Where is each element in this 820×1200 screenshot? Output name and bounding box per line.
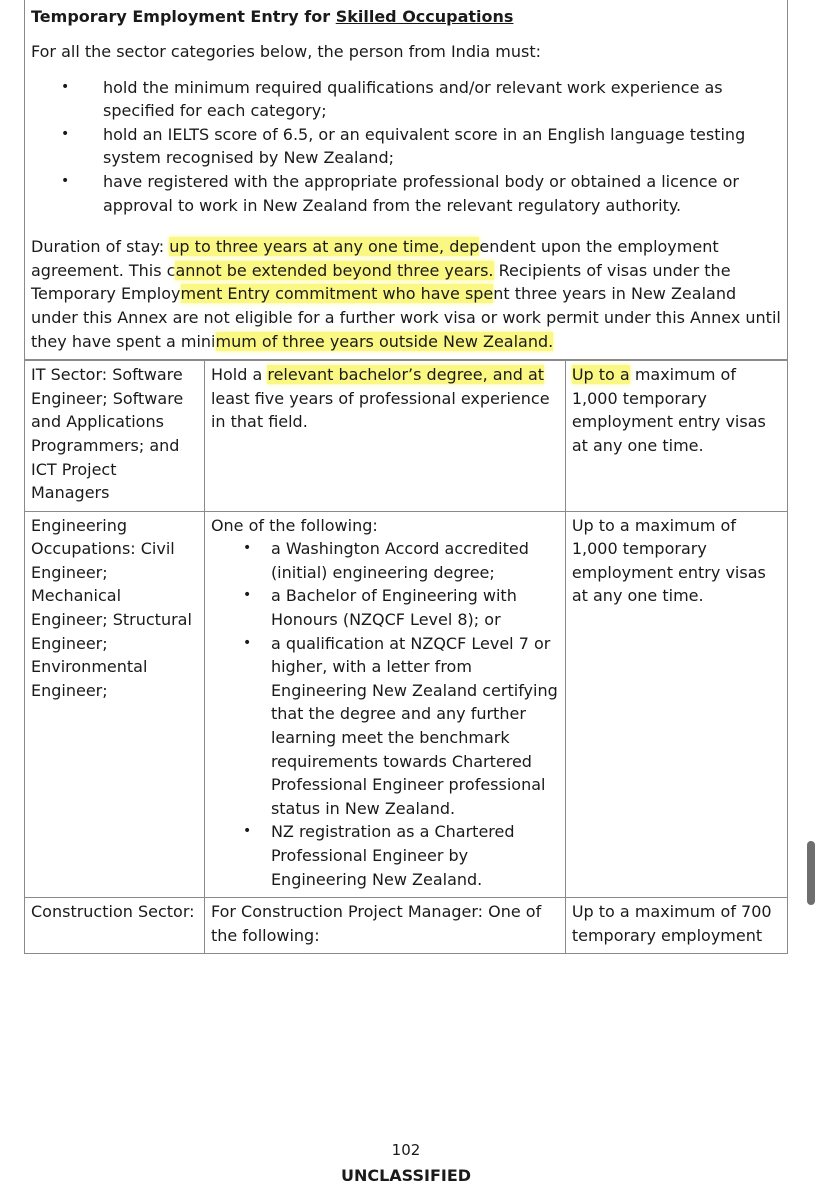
requirement-intro: One of the following:	[210, 515, 378, 535]
page-number: 102	[391, 1141, 421, 1159]
scrollbar-thumb[interactable]	[807, 841, 815, 905]
sector-cell: IT Sector: Software Engineer; Software and Applications Programmers; and ICT Project Managers	[25, 361, 205, 512]
qualification-list	[211, 537, 559, 891]
highlighted-text: relevant bachelor’s degree, and at	[267, 365, 545, 385]
sector-cell: Construction Sector:	[25, 898, 205, 954]
sector-table	[24, 360, 788, 954]
list-item: • a Washington Accord accredited (initial) engineering degree;	[211, 537, 559, 584]
limit-cell: Up to a maximum of 1,000 temporary employment entry visas at any one time.	[565, 361, 787, 512]
highlighted-text: mum of three years outside New Zealand.	[215, 331, 554, 351]
limit-cell: Up to a maximum of 700 temporary employment	[565, 898, 787, 954]
table-row	[25, 511, 788, 898]
list-item: • have registered with the appropriate professional body or obtained a licence or approval to work in New Zealand from the relevant regulatory authority.	[31, 170, 781, 217]
highlighted-text: up to three years at any one time, dep	[169, 237, 480, 257]
table-row	[25, 898, 788, 954]
skilled-occupations-section	[24, 0, 788, 360]
section-title: Temporary Employment Entry for Skilled Occupations	[31, 7, 514, 26]
requirement-cell	[204, 511, 565, 898]
limit-cell: Up to a maximum of 1,000 temporary employment entry visas at any one time.	[565, 511, 787, 898]
highlighted-text: ment Entry commitment who have spe	[180, 284, 494, 304]
list-item: • hold the minimum required qualifications and/or relevant work experience as specified for each category;	[31, 76, 781, 123]
list-item: • NZ registration as a Chartered Professional Engineer by Engineering New Zealand.	[211, 820, 559, 891]
list-item: • a Bachelor of Engineering with Honours (NZQCF Level 8); or	[211, 584, 559, 631]
highlighted-text: Up to a	[571, 365, 630, 385]
duration-paragraph: Duration of stay: up to three years at any one time, dependent upon the employment agreement. This cannot be extended beyond three years. Recipients of visas under the Temporary Employment Entry commitment who have spent three years in New Zealand under this Annex are not eligible for a further work visa or work permit under this Annex until they have spent a minimum of three years outside New Zealand.	[31, 237, 781, 351]
list-item: • a qualification at NZQCF Level 7 or higher, with a letter from Engineering New Zealand certifying that the degree and any further learning meet the benchmark requirements towards Chartered Professional Engineer professional status in New Zealand.	[211, 632, 559, 821]
highlighted-text: annot be extended beyond three years.	[175, 260, 494, 280]
title-underlined: Skilled Occupations	[335, 7, 514, 26]
classification-label: UNCLASSIFIED	[340, 1166, 472, 1185]
intro-text: For all the sector categories below, the person from India must:	[31, 42, 542, 61]
requirement-cell: For Construction Project Manager: One of the following:	[204, 898, 565, 954]
list-item: • hold an IELTS score of 6.5, or an equivalent score in an English language testing system recognised by New Zealand;	[31, 123, 781, 170]
requirements-list	[31, 76, 781, 218]
document-page	[24, 0, 788, 954]
requirement-cell: Hold a relevant bachelor’s degree, and at least five years of professional experience in that field.	[204, 361, 565, 512]
table-row	[25, 361, 788, 512]
sector-cell: Engineering Occupations: Civil Engineer; Mechanical Engineer; Structural Engineer; Environmental Engineer;	[25, 511, 205, 898]
